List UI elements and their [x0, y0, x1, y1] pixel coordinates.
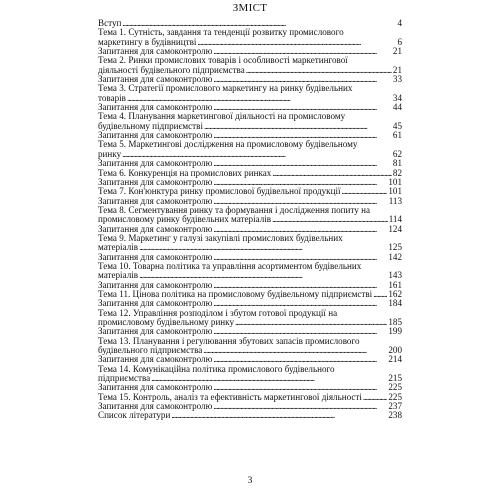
dot-leader — [213, 131, 392, 140]
dot-leader — [213, 281, 387, 290]
toc-entry-page: 4 — [397, 19, 402, 28]
toc-entry — [98, 337, 402, 346]
toc-entry-text: Запитання для самоконтролю — [98, 159, 213, 169]
dot-leader — [204, 122, 392, 131]
toc-entry — [98, 346, 402, 355]
toc-entry-page: 113 — [388, 196, 402, 206]
toc-entry — [98, 281, 402, 290]
toc-entry — [98, 56, 402, 65]
dot-leader — [213, 253, 387, 262]
toc-entry-text: Запитання для самоконтролю — [98, 196, 213, 206]
toc-entry-text: Запитання для самоконтролю — [98, 355, 213, 365]
toc-entry — [98, 299, 402, 308]
toc-entry — [98, 253, 402, 262]
toc-entry-page: 143 — [388, 271, 402, 281]
toc-entry-text: Список літератури — [98, 411, 171, 421]
toc-entry-text: Запитання для самоконтролю — [98, 327, 213, 337]
dot-leader — [213, 47, 392, 56]
toc-entry-text: Запитання для самоконтролю — [98, 224, 213, 234]
toc-entry-text: Тема 12. Управління розподілом і збутом готової продукції на — [98, 308, 338, 318]
toc-entry-page: 82 — [392, 168, 402, 178]
toc-entry-page: 225 — [388, 392, 402, 402]
toc-entry-text: Вступ — [98, 19, 122, 28]
dot-leader — [197, 38, 396, 47]
toc-entry-page: 61 — [392, 131, 402, 141]
toc-entry-text: Тема 1. Сутність, завдання та тенденції розвитку промислового — [98, 28, 344, 38]
dot-leader — [127, 94, 392, 103]
toc-entry — [98, 327, 402, 336]
toc-entry — [98, 225, 402, 234]
toc-entry-text: Запитання для самоконтролю — [98, 47, 213, 57]
toc-entry-page: 238 — [388, 411, 402, 421]
toc-entry — [98, 187, 402, 196]
dot-leader — [213, 402, 387, 411]
toc-entry-text: Тема 2. Ринки промислових товарів і особливості маркетингової — [98, 56, 348, 66]
toc-entry-text: Тема 13. Планування і регулювання збутових запасів промислового — [98, 336, 360, 346]
toc-entry-text: Тема 5. Маркетингові дослідження на промисловому будівельному — [98, 140, 358, 150]
toc-entry-page: 101 — [388, 187, 402, 197]
dot-leader — [363, 393, 387, 402]
toc-entry — [98, 19, 402, 28]
toc-entry-page: 161 — [388, 280, 402, 290]
toc-entry-page: 125 — [388, 243, 402, 253]
dot-leader — [213, 355, 387, 364]
toc-entry-text: Запитання для самоконтролю — [98, 299, 213, 309]
dot-leader — [373, 290, 387, 299]
toc-entry-text: Запитання для самоконтролю — [98, 103, 213, 113]
toc-entry — [98, 75, 402, 84]
toc-entry — [98, 122, 402, 131]
toc-entry — [98, 159, 402, 168]
toc-entry — [98, 234, 402, 243]
toc-entry-text: Тема 8. Сегментування ринку та формування і дослідження попиту на — [98, 205, 370, 215]
toc-entry — [98, 290, 402, 299]
toc-entry-text: Тема 4. Планування маркетингової діяльності на промисловому — [98, 112, 346, 122]
toc-entry-page: 214 — [388, 355, 402, 365]
toc-entry — [98, 169, 402, 178]
toc-entry — [98, 411, 402, 420]
toc-entry — [98, 318, 402, 327]
toc-entry-text: Тема 9. Маркетинг у галузі закупівлі промислових будівельних — [98, 233, 343, 243]
dot-leader — [213, 225, 387, 234]
toc-entry — [98, 215, 402, 224]
toc-entry-text: Тема 7. Кон'юнктура ринку промислової будівельної продукції — [98, 187, 341, 197]
dot-leader — [213, 383, 387, 392]
toc-entry-text: маркетингу в будівництві — [98, 37, 197, 47]
toc-entry-text: промисловому будівельному ринку — [98, 318, 235, 327]
dot-leader — [213, 75, 392, 84]
toc-entry-text: Тема 14. Комунікаційна політика промислового будівельного — [98, 364, 335, 374]
dot-leader — [213, 159, 392, 168]
toc-entry-page: 142 — [388, 252, 402, 262]
toc-entry-text: Запитання для самоконтролю — [98, 280, 213, 290]
toc-entry — [98, 393, 402, 402]
dot-leader — [203, 346, 387, 355]
toc-entry-page: 34 — [392, 93, 402, 103]
dot-leader — [342, 187, 388, 196]
toc-entry-text: матеріалів — [98, 271, 139, 281]
toc-entry — [98, 28, 402, 37]
toc-entry — [98, 355, 402, 364]
toc-entry — [98, 374, 402, 383]
dot-leader — [246, 66, 392, 75]
page-title: ЗМІСТ — [232, 2, 268, 14]
toc-entry-text: будівельного підприємства — [98, 346, 203, 356]
toc-entry-page: 33 — [392, 75, 402, 85]
toc-entry-text: Тема 11. Цінова політика на промисловому будівельному підприємстві — [98, 289, 373, 299]
toc-entry-text: Запитання для самоконтролю — [98, 131, 213, 141]
toc-entry-page: 162 — [388, 289, 402, 299]
dot-leader — [171, 411, 387, 420]
toc-entry — [98, 140, 402, 149]
toc-entry-page: 62 — [392, 149, 402, 159]
toc-entry-text: Запитання для самоконтролю — [98, 75, 213, 85]
toc-entry-page: 44 — [392, 103, 402, 113]
toc-entry — [98, 112, 402, 121]
toc-entry — [98, 38, 402, 47]
toc-entry-page: 199 — [388, 327, 402, 337]
toc-entry-page: 101 — [388, 177, 402, 187]
toc-entry — [98, 309, 402, 318]
toc-entry-page: 185 — [388, 318, 402, 327]
toc-entry-text: будівельному підприємстві — [98, 121, 203, 131]
dot-leader — [235, 318, 387, 327]
toc-entry-text: Тема 6. Конкуренція на промислових ринках — [98, 168, 272, 178]
toc-entry-text: підприємства — [98, 374, 151, 384]
toc-entry — [98, 262, 402, 271]
toc-entry-text: товарів — [98, 93, 126, 103]
toc-entry-page: 6 — [397, 37, 402, 47]
toc-entry — [98, 47, 402, 56]
dot-leader — [213, 178, 387, 187]
dot-leader — [272, 215, 388, 224]
toc-entry-page: 21 — [392, 47, 402, 57]
toc-entry — [98, 206, 402, 215]
toc-entry-text: Запитання для самоконтролю — [98, 252, 213, 262]
table-of-contents — [98, 19, 402, 421]
toc-entry — [98, 402, 402, 411]
dot-leader — [213, 299, 387, 308]
toc-entry — [98, 84, 402, 93]
dot-leader — [272, 169, 392, 178]
toc-entry — [98, 383, 402, 392]
toc-entry-text: діяльності будівельного підприємства — [98, 65, 245, 75]
dot-leader — [139, 271, 387, 280]
toc-entry-page: 81 — [392, 159, 402, 169]
toc-entry — [98, 271, 402, 280]
toc-entry — [98, 131, 402, 140]
dot-leader — [139, 243, 387, 252]
toc-entry-text: ринку — [98, 149, 122, 159]
toc-entry — [98, 150, 402, 159]
toc-entry — [98, 243, 402, 252]
toc-entry-page: 45 — [392, 121, 402, 131]
dot-leader — [213, 197, 387, 206]
toc-entry-page: 215 — [388, 374, 402, 384]
toc-entry-page: 124 — [388, 224, 402, 234]
toc-entry-page: 114 — [388, 215, 402, 225]
dot-leader — [151, 374, 387, 383]
toc-entry-page: 200 — [388, 346, 402, 356]
toc-entry-text: Тема 3. Стратегії промислового маркетингу на ринку будівельних — [98, 84, 353, 94]
toc-entry-page: 225 — [388, 383, 402, 393]
toc-entry-text: Тема 15. Контроль, аналіз та ефективність маркетингової діяльності — [98, 392, 362, 402]
toc-entry-text: промисловому ринку будівельних матеріалів — [98, 215, 272, 225]
toc-entry — [98, 103, 402, 112]
toc-entry-page: 184 — [388, 299, 402, 309]
dot-leader — [213, 327, 387, 336]
toc-entry-text: Запитання для самоконтролю — [98, 383, 213, 393]
toc-entry — [98, 197, 402, 206]
page-number: 3 — [247, 476, 253, 486]
toc-entry-text: Тема 10. Товарна політика та управління асортиментом будівельних — [98, 261, 362, 271]
dot-leader — [213, 103, 392, 112]
dot-leader — [122, 150, 392, 159]
toc-entry-page: 237 — [388, 402, 402, 412]
toc-entry — [98, 66, 402, 75]
toc-entry — [98, 178, 402, 187]
toc-entry-page: 21 — [392, 65, 402, 75]
toc-entry — [98, 94, 402, 103]
toc-entry-text: Запитання для самоконтролю — [98, 177, 213, 187]
toc-entry — [98, 365, 402, 374]
toc-entry-text: матеріалів — [98, 243, 139, 253]
dot-leader — [122, 19, 396, 28]
toc-entry-text: Запитання для самоконтролю — [98, 402, 213, 412]
